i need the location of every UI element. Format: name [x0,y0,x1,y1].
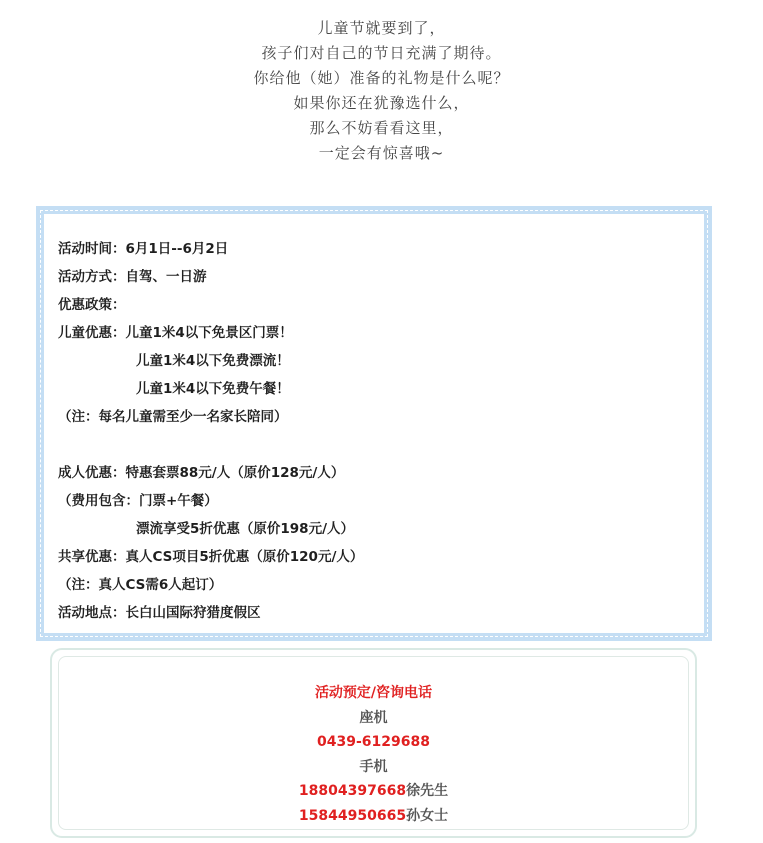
intro-line: 那么不妨看看这里， [309,119,454,137]
intro-text [0,16,763,166]
contact-name-1: 徐先生 [406,783,449,799]
intro-line: 一定会有惊喜哦~ [318,144,445,162]
child-note: （注：每名儿童需至少一名家长陪同） [58,409,288,425]
cs-note: （注：真人CS需6人起订） [58,577,223,593]
mobile-contact-1 [59,779,688,804]
adult-discount: 成人优惠：特惠套票88元/人（原价128元/人） [58,465,345,481]
mobile-number-1: 18804397668 [298,783,407,799]
promotion-details [58,235,363,627]
promotion-info-box [36,206,712,641]
adult-rafting-discount: 漂流享受5折优惠（原价198元/人） [136,521,355,537]
mobile-contact-2 [59,804,688,829]
contact-inner-frame [58,656,689,830]
landline-label: 座机 [359,709,388,726]
discount-policy-heading: 优惠政策： [58,297,126,313]
contact-details [59,681,688,828]
event-time: 活动时间：6月1日--6月2日 [58,241,229,257]
shared-discount: 共享优惠：真人CS项目5折优惠（原价120元/人） [58,549,364,565]
intro-line: 你给他（她）准备的礼物是什么呢？ [253,69,510,87]
promotion-info-panel [44,214,704,633]
intro-line: 如果你还在犹豫选什么， [293,94,470,112]
mobile-label: 手机 [359,758,388,775]
event-location: 活动地点：长白山国际狩猎度假区 [58,605,261,621]
child-discount-lunch: 儿童1米4以下免费午餐！ [136,381,290,397]
intro-line: 孩子们对自己的节日充满了期待。 [261,44,502,62]
child-discount-rafting: 儿童1米4以下免费漂流！ [136,353,290,369]
contact-heading: 活动预定/咨询电话 [314,685,433,701]
adult-fee-includes: （费用包含：门票+午餐） [58,493,218,509]
contact-box [50,648,697,838]
landline-number: 0439-6129688 [317,734,430,750]
blank-line [58,431,363,459]
mobile-number-2: 15844950665 [298,807,407,824]
event-mode: 活动方式：自驾、一日游 [58,269,207,285]
intro-line: 儿童节就要到了， [317,19,446,37]
child-discount-ticket: 儿童优惠：儿童1米4以下免景区门票！ [58,325,293,341]
contact-name-2: 孙女士 [406,807,449,824]
